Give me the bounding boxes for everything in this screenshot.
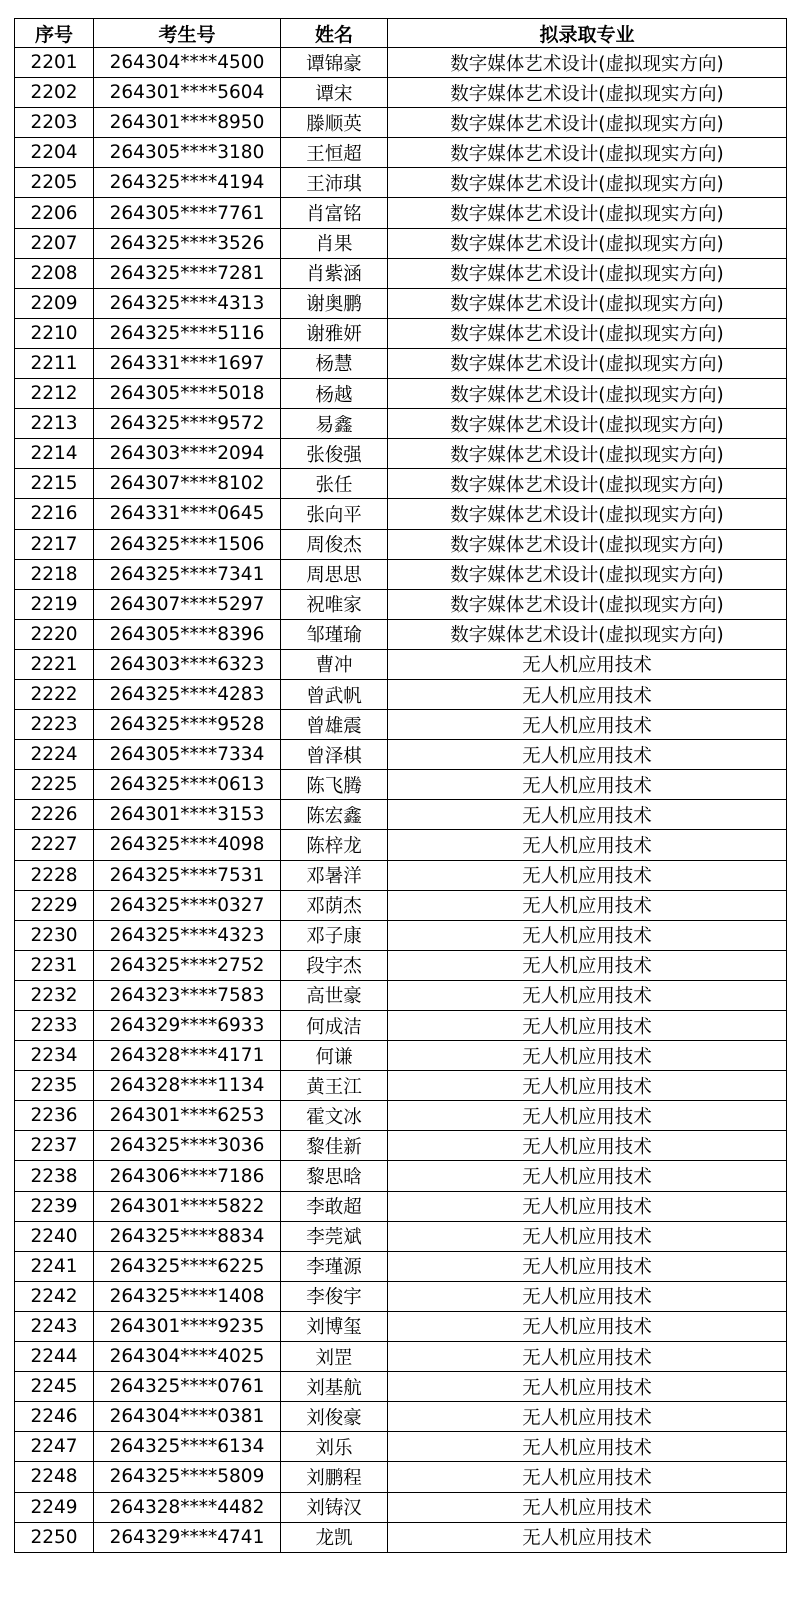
candidate-id-cell: 264303****6323 bbox=[94, 649, 281, 679]
seq-cell: 2216 bbox=[15, 499, 94, 529]
table-row bbox=[15, 589, 787, 619]
seq-cell: 2235 bbox=[15, 1071, 94, 1101]
table-row bbox=[15, 1432, 787, 1462]
name-cell: 谭宋 bbox=[281, 78, 388, 108]
table-row bbox=[15, 198, 787, 228]
major-cell: 无人机应用技术 bbox=[388, 1221, 787, 1251]
table-row bbox=[15, 529, 787, 559]
candidate-id-cell: 264325****7531 bbox=[94, 860, 281, 890]
seq-cell: 2229 bbox=[15, 890, 94, 920]
seq-cell: 2212 bbox=[15, 379, 94, 409]
major-cell: 数字媒体艺术设计(虚拟现实方向) bbox=[388, 559, 787, 589]
candidate-id-cell: 264325****5809 bbox=[94, 1462, 281, 1492]
major-cell: 无人机应用技术 bbox=[388, 1071, 787, 1101]
major-cell: 数字媒体艺术设计(虚拟现实方向) bbox=[388, 439, 787, 469]
candidate-id-cell: 264325****7341 bbox=[94, 559, 281, 589]
table-row bbox=[15, 1372, 787, 1402]
table-row bbox=[15, 1191, 787, 1221]
table-row bbox=[15, 1492, 787, 1522]
name-cell: 李俊宇 bbox=[281, 1281, 388, 1311]
table-row bbox=[15, 1251, 787, 1281]
table-row bbox=[15, 1462, 787, 1492]
candidate-id-cell: 264304****4500 bbox=[94, 48, 281, 78]
major-cell: 无人机应用技术 bbox=[388, 710, 787, 740]
seq-cell: 2250 bbox=[15, 1522, 94, 1552]
seq-cell: 2224 bbox=[15, 740, 94, 770]
admission-table bbox=[14, 18, 787, 1553]
table-row bbox=[15, 318, 787, 348]
table-row bbox=[15, 770, 787, 800]
seq-cell: 2231 bbox=[15, 950, 94, 980]
table-row bbox=[15, 409, 787, 439]
seq-cell: 2248 bbox=[15, 1462, 94, 1492]
table-row bbox=[15, 48, 787, 78]
name-cell: 周思思 bbox=[281, 559, 388, 589]
table-row bbox=[15, 1011, 787, 1041]
major-cell: 数字媒体艺术设计(虚拟现实方向) bbox=[388, 619, 787, 649]
major-cell: 无人机应用技术 bbox=[388, 1311, 787, 1341]
major-cell: 数字媒体艺术设计(虚拟现实方向) bbox=[388, 469, 787, 499]
seq-cell: 2201 bbox=[15, 48, 94, 78]
table-row bbox=[15, 499, 787, 529]
major-cell: 数字媒体艺术设计(虚拟现实方向) bbox=[388, 348, 787, 378]
major-cell: 无人机应用技术 bbox=[388, 1342, 787, 1372]
candidate-id-cell: 264307****5297 bbox=[94, 589, 281, 619]
header-row bbox=[15, 19, 787, 48]
name-cell: 邓荫杰 bbox=[281, 890, 388, 920]
candidate-id-cell: 264305****5018 bbox=[94, 379, 281, 409]
major-cell: 无人机应用技术 bbox=[388, 1161, 787, 1191]
name-cell: 李瑾源 bbox=[281, 1251, 388, 1281]
table-row bbox=[15, 890, 787, 920]
candidate-id-cell: 264331****0645 bbox=[94, 499, 281, 529]
name-cell: 肖富铭 bbox=[281, 198, 388, 228]
name-cell: 刘俊豪 bbox=[281, 1402, 388, 1432]
name-cell: 张向平 bbox=[281, 499, 388, 529]
name-cell: 祝唯家 bbox=[281, 589, 388, 619]
candidate-id-cell: 264328****4482 bbox=[94, 1492, 281, 1522]
candidate-id-cell: 264325****4194 bbox=[94, 168, 281, 198]
seq-cell: 2232 bbox=[15, 980, 94, 1010]
major-cell: 数字媒体艺术设计(虚拟现实方向) bbox=[388, 318, 787, 348]
seq-cell: 2249 bbox=[15, 1492, 94, 1522]
seq-cell: 2230 bbox=[15, 920, 94, 950]
seq-cell: 2219 bbox=[15, 589, 94, 619]
name-cell: 肖紫涵 bbox=[281, 258, 388, 288]
seq-cell: 2208 bbox=[15, 258, 94, 288]
header-seq: 序号 bbox=[15, 19, 94, 48]
candidate-id-cell: 264325****1408 bbox=[94, 1281, 281, 1311]
name-cell: 邓暑洋 bbox=[281, 860, 388, 890]
candidate-id-cell: 264328****1134 bbox=[94, 1071, 281, 1101]
table-row bbox=[15, 78, 787, 108]
candidate-id-cell: 264325****0761 bbox=[94, 1372, 281, 1402]
seq-cell: 2245 bbox=[15, 1372, 94, 1402]
candidate-id-cell: 264303****2094 bbox=[94, 439, 281, 469]
major-cell: 数字媒体艺术设计(虚拟现实方向) bbox=[388, 78, 787, 108]
seq-cell: 2242 bbox=[15, 1281, 94, 1311]
candidate-id-cell: 264323****7583 bbox=[94, 980, 281, 1010]
name-cell: 周俊杰 bbox=[281, 529, 388, 559]
candidate-id-cell: 264305****3180 bbox=[94, 138, 281, 168]
candidate-id-cell: 264325****9572 bbox=[94, 409, 281, 439]
seq-cell: 2241 bbox=[15, 1251, 94, 1281]
major-cell: 数字媒体艺术设计(虚拟现实方向) bbox=[388, 589, 787, 619]
candidate-id-cell: 264301****6253 bbox=[94, 1101, 281, 1131]
name-cell: 陈宏鑫 bbox=[281, 800, 388, 830]
table-row bbox=[15, 1101, 787, 1131]
name-cell: 黎佳新 bbox=[281, 1131, 388, 1161]
table-row bbox=[15, 860, 787, 890]
seq-cell: 2211 bbox=[15, 348, 94, 378]
name-cell: 杨越 bbox=[281, 379, 388, 409]
name-cell: 刘基航 bbox=[281, 1372, 388, 1402]
candidate-id-cell: 264307****8102 bbox=[94, 469, 281, 499]
seq-cell: 2247 bbox=[15, 1432, 94, 1462]
table-row bbox=[15, 1161, 787, 1191]
candidate-id-cell: 264301****9235 bbox=[94, 1311, 281, 1341]
seq-cell: 2223 bbox=[15, 710, 94, 740]
name-cell: 谢雅妍 bbox=[281, 318, 388, 348]
seq-cell: 2239 bbox=[15, 1191, 94, 1221]
candidate-id-cell: 264325****6225 bbox=[94, 1251, 281, 1281]
seq-cell: 2217 bbox=[15, 529, 94, 559]
seq-cell: 2214 bbox=[15, 439, 94, 469]
table-row bbox=[15, 1041, 787, 1071]
major-cell: 数字媒体艺术设计(虚拟现实方向) bbox=[388, 258, 787, 288]
candidate-id-cell: 264328****4171 bbox=[94, 1041, 281, 1071]
major-cell: 数字媒体艺术设计(虚拟现实方向) bbox=[388, 499, 787, 529]
candidate-id-cell: 264325****7281 bbox=[94, 258, 281, 288]
major-cell: 无人机应用技术 bbox=[388, 740, 787, 770]
table-row bbox=[15, 108, 787, 138]
seq-cell: 2243 bbox=[15, 1311, 94, 1341]
major-cell: 数字媒体艺术设计(虚拟现实方向) bbox=[388, 138, 787, 168]
candidate-id-cell: 264325****0327 bbox=[94, 890, 281, 920]
major-cell: 无人机应用技术 bbox=[388, 1372, 787, 1402]
candidate-id-cell: 264329****6933 bbox=[94, 1011, 281, 1041]
candidate-id-cell: 264301****3153 bbox=[94, 800, 281, 830]
name-cell: 李敢超 bbox=[281, 1191, 388, 1221]
seq-cell: 2226 bbox=[15, 800, 94, 830]
candidate-id-cell: 264331****1697 bbox=[94, 348, 281, 378]
name-cell: 刘博玺 bbox=[281, 1311, 388, 1341]
major-cell: 无人机应用技术 bbox=[388, 679, 787, 709]
name-cell: 曹冲 bbox=[281, 649, 388, 679]
candidate-id-cell: 264325****4323 bbox=[94, 920, 281, 950]
name-cell: 张任 bbox=[281, 469, 388, 499]
candidate-id-cell: 264305****8396 bbox=[94, 619, 281, 649]
table-row bbox=[15, 830, 787, 860]
seq-cell: 2206 bbox=[15, 198, 94, 228]
header-candidate-id: 考生号 bbox=[94, 19, 281, 48]
seq-cell: 2207 bbox=[15, 228, 94, 258]
seq-cell: 2237 bbox=[15, 1131, 94, 1161]
header-major: 拟录取专业 bbox=[388, 19, 787, 48]
name-cell: 曾泽棋 bbox=[281, 740, 388, 770]
major-cell: 无人机应用技术 bbox=[388, 830, 787, 860]
seq-cell: 2240 bbox=[15, 1221, 94, 1251]
seq-cell: 2228 bbox=[15, 860, 94, 890]
candidate-id-cell: 264304****4025 bbox=[94, 1342, 281, 1372]
seq-cell: 2213 bbox=[15, 409, 94, 439]
seq-cell: 2221 bbox=[15, 649, 94, 679]
major-cell: 无人机应用技术 bbox=[388, 649, 787, 679]
table-row bbox=[15, 800, 787, 830]
seq-cell: 2202 bbox=[15, 78, 94, 108]
major-cell: 无人机应用技术 bbox=[388, 860, 787, 890]
major-cell: 无人机应用技术 bbox=[388, 1402, 787, 1432]
candidate-id-cell: 264325****3526 bbox=[94, 228, 281, 258]
header-name: 姓名 bbox=[281, 19, 388, 48]
major-cell: 数字媒体艺术设计(虚拟现实方向) bbox=[388, 379, 787, 409]
table-row bbox=[15, 469, 787, 499]
name-cell: 曾雄震 bbox=[281, 710, 388, 740]
table-row bbox=[15, 1342, 787, 1372]
major-cell: 无人机应用技术 bbox=[388, 950, 787, 980]
major-cell: 无人机应用技术 bbox=[388, 1131, 787, 1161]
table-row bbox=[15, 288, 787, 318]
major-cell: 数字媒体艺术设计(虚拟现实方向) bbox=[388, 288, 787, 318]
table-row bbox=[15, 258, 787, 288]
name-cell: 何谦 bbox=[281, 1041, 388, 1071]
name-cell: 陈梓龙 bbox=[281, 830, 388, 860]
major-cell: 无人机应用技术 bbox=[388, 1492, 787, 1522]
seq-cell: 2220 bbox=[15, 619, 94, 649]
table-row bbox=[15, 168, 787, 198]
name-cell: 谢奥鹏 bbox=[281, 288, 388, 318]
table-row bbox=[15, 980, 787, 1010]
candidate-id-cell: 264301****8950 bbox=[94, 108, 281, 138]
table-row bbox=[15, 710, 787, 740]
table-row bbox=[15, 439, 787, 469]
seq-cell: 2236 bbox=[15, 1101, 94, 1131]
name-cell: 邹瑾瑜 bbox=[281, 619, 388, 649]
name-cell: 龙凯 bbox=[281, 1522, 388, 1552]
major-cell: 数字媒体艺术设计(虚拟现实方向) bbox=[388, 529, 787, 559]
name-cell: 曾武帆 bbox=[281, 679, 388, 709]
major-cell: 无人机应用技术 bbox=[388, 920, 787, 950]
name-cell: 邓子康 bbox=[281, 920, 388, 950]
name-cell: 滕顺英 bbox=[281, 108, 388, 138]
name-cell: 张俊强 bbox=[281, 439, 388, 469]
name-cell: 刘鹏程 bbox=[281, 1462, 388, 1492]
name-cell: 易鑫 bbox=[281, 409, 388, 439]
candidate-id-cell: 264325****1506 bbox=[94, 529, 281, 559]
table-row bbox=[15, 348, 787, 378]
seq-cell: 2205 bbox=[15, 168, 94, 198]
table-row bbox=[15, 740, 787, 770]
candidate-id-cell: 264325****4098 bbox=[94, 830, 281, 860]
major-cell: 数字媒体艺术设计(虚拟现实方向) bbox=[388, 48, 787, 78]
name-cell: 王恒超 bbox=[281, 138, 388, 168]
seq-cell: 2210 bbox=[15, 318, 94, 348]
candidate-id-cell: 264325****9528 bbox=[94, 710, 281, 740]
table-row bbox=[15, 1311, 787, 1341]
table-row bbox=[15, 649, 787, 679]
seq-cell: 2209 bbox=[15, 288, 94, 318]
table-row bbox=[15, 1522, 787, 1552]
seq-cell: 2215 bbox=[15, 469, 94, 499]
seq-cell: 2203 bbox=[15, 108, 94, 138]
major-cell: 无人机应用技术 bbox=[388, 1041, 787, 1071]
name-cell: 陈飞腾 bbox=[281, 770, 388, 800]
name-cell: 肖果 bbox=[281, 228, 388, 258]
major-cell: 无人机应用技术 bbox=[388, 1281, 787, 1311]
seq-cell: 2234 bbox=[15, 1041, 94, 1071]
name-cell: 刘铸汉 bbox=[281, 1492, 388, 1522]
candidate-id-cell: 264301****5822 bbox=[94, 1191, 281, 1221]
name-cell: 刘罡 bbox=[281, 1342, 388, 1372]
table-row bbox=[15, 1281, 787, 1311]
candidate-id-cell: 264325****4283 bbox=[94, 679, 281, 709]
candidate-id-cell: 264325****6134 bbox=[94, 1432, 281, 1462]
table-row bbox=[15, 679, 787, 709]
major-cell: 无人机应用技术 bbox=[388, 770, 787, 800]
candidate-id-cell: 264325****5116 bbox=[94, 318, 281, 348]
table-row bbox=[15, 138, 787, 168]
seq-cell: 2204 bbox=[15, 138, 94, 168]
name-cell: 杨慧 bbox=[281, 348, 388, 378]
seq-cell: 2246 bbox=[15, 1402, 94, 1432]
major-cell: 无人机应用技术 bbox=[388, 980, 787, 1010]
seq-cell: 2244 bbox=[15, 1342, 94, 1372]
candidate-id-cell: 264305****7761 bbox=[94, 198, 281, 228]
table-row bbox=[15, 1131, 787, 1161]
candidate-id-cell: 264301****5604 bbox=[94, 78, 281, 108]
candidate-id-cell: 264306****7186 bbox=[94, 1161, 281, 1191]
candidate-id-cell: 264325****0613 bbox=[94, 770, 281, 800]
major-cell: 无人机应用技术 bbox=[388, 1462, 787, 1492]
name-cell: 谭锦豪 bbox=[281, 48, 388, 78]
major-cell: 数字媒体艺术设计(虚拟现实方向) bbox=[388, 409, 787, 439]
table-row bbox=[15, 950, 787, 980]
table-row bbox=[15, 619, 787, 649]
table-row bbox=[15, 1071, 787, 1101]
major-cell: 无人机应用技术 bbox=[388, 1101, 787, 1131]
candidate-id-cell: 264329****4741 bbox=[94, 1522, 281, 1552]
candidate-id-cell: 264325****2752 bbox=[94, 950, 281, 980]
major-cell: 无人机应用技术 bbox=[388, 1011, 787, 1041]
seq-cell: 2238 bbox=[15, 1161, 94, 1191]
name-cell: 高世豪 bbox=[281, 980, 388, 1010]
seq-cell: 2222 bbox=[15, 679, 94, 709]
table-row bbox=[15, 920, 787, 950]
major-cell: 数字媒体艺术设计(虚拟现实方向) bbox=[388, 198, 787, 228]
major-cell: 无人机应用技术 bbox=[388, 1432, 787, 1462]
name-cell: 段宇杰 bbox=[281, 950, 388, 980]
table-body bbox=[15, 48, 787, 1553]
major-cell: 无人机应用技术 bbox=[388, 890, 787, 920]
major-cell: 无人机应用技术 bbox=[388, 1251, 787, 1281]
candidate-id-cell: 264325****4313 bbox=[94, 288, 281, 318]
name-cell: 黎思晗 bbox=[281, 1161, 388, 1191]
table-row bbox=[15, 1402, 787, 1432]
name-cell: 黄王江 bbox=[281, 1071, 388, 1101]
table-row bbox=[15, 1221, 787, 1251]
candidate-id-cell: 264304****0381 bbox=[94, 1402, 281, 1432]
major-cell: 无人机应用技术 bbox=[388, 1522, 787, 1552]
seq-cell: 2227 bbox=[15, 830, 94, 860]
major-cell: 数字媒体艺术设计(虚拟现实方向) bbox=[388, 228, 787, 258]
table-row bbox=[15, 379, 787, 409]
name-cell: 王沛琪 bbox=[281, 168, 388, 198]
seq-cell: 2233 bbox=[15, 1011, 94, 1041]
name-cell: 何成洁 bbox=[281, 1011, 388, 1041]
seq-cell: 2225 bbox=[15, 770, 94, 800]
table-row bbox=[15, 559, 787, 589]
candidate-id-cell: 264325****3036 bbox=[94, 1131, 281, 1161]
candidate-id-cell: 264305****7334 bbox=[94, 740, 281, 770]
major-cell: 数字媒体艺术设计(虚拟现实方向) bbox=[388, 168, 787, 198]
candidate-id-cell: 264325****8834 bbox=[94, 1221, 281, 1251]
name-cell: 李莞斌 bbox=[281, 1221, 388, 1251]
name-cell: 霍文冰 bbox=[281, 1101, 388, 1131]
name-cell: 刘乐 bbox=[281, 1432, 388, 1462]
major-cell: 无人机应用技术 bbox=[388, 1191, 787, 1221]
seq-cell: 2218 bbox=[15, 559, 94, 589]
major-cell: 无人机应用技术 bbox=[388, 800, 787, 830]
major-cell: 数字媒体艺术设计(虚拟现实方向) bbox=[388, 108, 787, 138]
table-row bbox=[15, 228, 787, 258]
